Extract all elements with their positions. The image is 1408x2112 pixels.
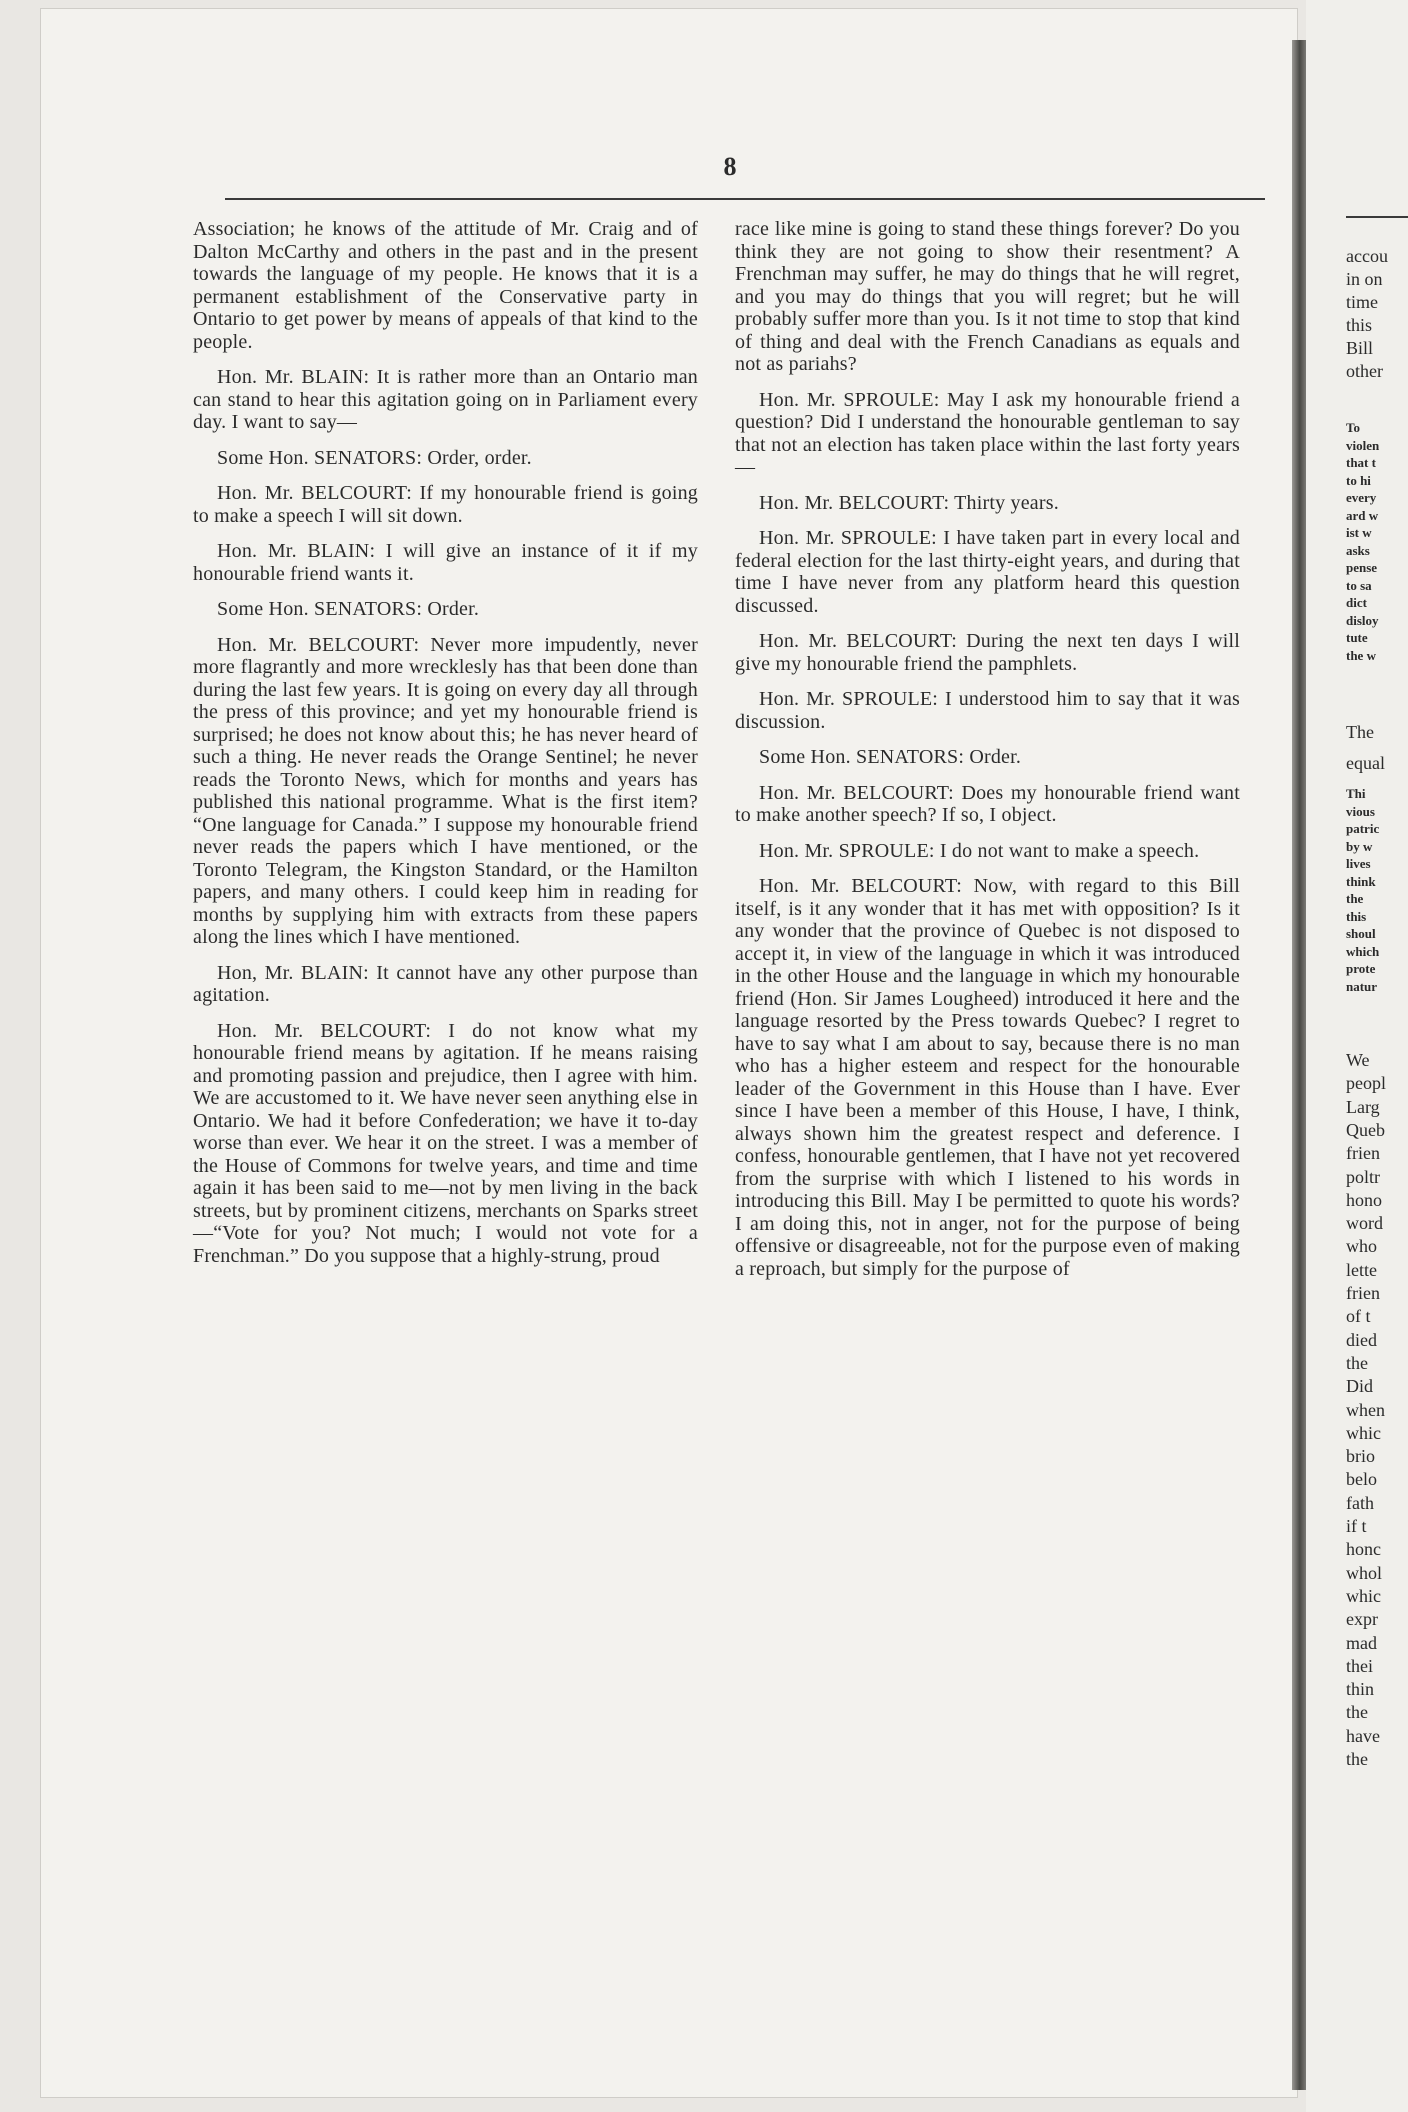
adjacent-text-fragment: to hi — [1346, 472, 1371, 488]
adjacent-text-fragment: when — [1346, 1399, 1385, 1420]
adjacent-text-fragment: by w — [1346, 838, 1373, 854]
paragraph: Some Hon. SENATORS: Order. — [217, 598, 480, 620]
adjacent-text-fragment: that t — [1346, 455, 1376, 470]
adjacent-text-fragment: of t — [1346, 1306, 1371, 1327]
adjacent-text-fragment: accou — [1346, 246, 1388, 266]
adjacent-text-fragment: hono — [1346, 1189, 1382, 1210]
adjacent-text-fragment: violen — [1346, 437, 1380, 453]
paragraph: Hon. Mr. BELCOURT: Now, with regard to this Bill itself, is it any wonder that it has met with opposition? Is it any wonder that the province of Quebec is not disposed to accept it, in view of the language in which it was introduced in the other House and the language in which my honourable friend (Hon. Sir James Lougheed) introduced it here and the language resorted by the Press towards Quebec? I regret to have to say what I am about to say, because there is no man who has a higher esteem and respect for the honourable leader of the Government in this House than I have. Ever since I have been a member of this House, I have, I think, always shown him the greatest respect and deference. I confess, honourable gentlemen, that I have not yet recovered from the surprise with which I listened to his words in introducing this Bill. May I be permitted to quote his words? I am doing this, not in anger, not for the purpose of being offensive or disagreeable, not for the purpose even of making a reproach, but simply for the purpose of — [735, 875, 1240, 1280]
adjacent-text-fragment: thei — [1346, 1655, 1373, 1676]
adjacent-text-fragment: tute — [1346, 630, 1368, 645]
adjacent-text-fragment: prote — [1346, 961, 1376, 976]
paragraph: Hon. Mr. BELCOURT: Never more impudently, never more flagrantly and more wrecklesly has that been done than during the last few years. It is going on every day all through the press of this province; and yet my honourable friend is surprised; he does not know about this; he has never heard of such a thing. He never reads the Orange Sentinel; he never reads the Toronto News, which for months and years has published this national programme. What is the first item? “One language for Canada.” I suppose my honourable friend never reads the papers which I have mentioned, or the Toronto Telegram, the Kingston Standard, or the Hamilton papers, and many others. I could keep him in reading for months by supplying him with extracts from these papers along the lines which I have mentioned. — [193, 633, 698, 948]
adjacent-text-fragment: whol — [1346, 1562, 1382, 1583]
adjacent-text-fragment: ard w — [1346, 507, 1379, 523]
left-column — [193, 218, 698, 1280]
paragraph: Some Hon. SENATORS: Order, order. — [217, 446, 532, 469]
paragraph: Hon. Mr. SPROULE: I do not want to make a speech. — [759, 839, 1200, 862]
adjacent-text-fragment: Thi — [1346, 786, 1366, 801]
paragraph: Hon. Mr. BLAIN: It is rather more than an Ontario man can stand to hear this agitation going on in Parliament every day. I want to say— — [193, 366, 698, 433]
adjacent-text-fragment: every — [1346, 490, 1377, 505]
adjacent-text-fragment: if t — [1346, 1516, 1367, 1536]
adjacent-text-fragment: We — [1346, 1050, 1370, 1070]
adjacent-text-fragment: Larg — [1346, 1096, 1380, 1117]
adjacent-text-fragment: whic — [1346, 1422, 1381, 1443]
adjacent-text-fragment: who — [1346, 1236, 1377, 1257]
paragraph: Hon. Mr. BELCOURT: During the next ten days I will give my honourable friend the pamphlets. — [735, 630, 1240, 675]
adjacent-text-fragment: other — [1346, 361, 1383, 381]
adjacent-text-fragment: have — [1346, 1725, 1380, 1746]
adjacent-text-fragment: this — [1346, 908, 1367, 924]
paragraph: race like mine is going to stand these things forever? Do you think they are not going to show their resentment? A Frenchman may suffer, he may do things that he will regret, and you may do things that you will regret; but he will probably suffer more than you. Is it not time to stop that kind of thing and deal with the French Canadians as equals and not as pariahs? — [735, 218, 1240, 375]
adjacent-text-fragment: fath — [1346, 1492, 1374, 1513]
book-gutter — [1292, 40, 1306, 2090]
page-number: 8 — [723, 152, 737, 181]
adjacent-text-fragment: the — [1346, 1352, 1368, 1373]
adjacent-text-fragment: whic — [1346, 1585, 1381, 1606]
adjacent-text-fragment: the w — [1346, 647, 1376, 663]
header-rule — [225, 198, 1265, 200]
adjacent-text-fragment: expr — [1346, 1609, 1378, 1630]
adjacent-text-fragment: died — [1346, 1329, 1377, 1350]
paragraph: Hon. Mr. BLAIN: I will give an instance of it if my honourable friend wants it. — [193, 540, 698, 585]
adjacent-text-fragment: disloy — [1346, 612, 1379, 628]
adjacent-text-fragment: poltr — [1346, 1166, 1380, 1187]
adjacent-text-fragment: natur — [1346, 978, 1378, 994]
adjacent-text-fragment: belo — [1346, 1469, 1377, 1490]
paragraph: Hon. Mr. BELCOURT: Thirty years. — [759, 491, 1059, 514]
adjacent-text-fragment: shoul — [1346, 926, 1376, 941]
paragraph: Hon. Mr. SPROULE: I have taken part in every local and federal election for the last thirty-eight years, and during that time I have never from any platform heard this question discussed. — [735, 527, 1240, 617]
adjacent-text-fragment: mad — [1346, 1632, 1377, 1653]
adjacent-text-fragment: lette — [1346, 1259, 1377, 1280]
adjacent-header-rule — [1346, 216, 1408, 218]
paragraph: Hon, Mr. BLAIN: It cannot have any other purpose than agitation. — [193, 961, 698, 1006]
paragraph: Hon. Mr. BELCOURT: Does my honourable friend want to make another speech? If so, I object. — [735, 781, 1240, 826]
right-column — [735, 218, 1240, 1293]
paragraph: Association; he knows of the attitude of Mr. Craig and of Dalton McCarthy and others in the past and in the present towards the language of my people. He knows that it is a permanent establishment of the Conservative party in Ontario to get power by means of appeals of that kind to the people. — [193, 218, 698, 353]
adjacent-text-fragment: patric — [1346, 821, 1380, 836]
adjacent-text-fragment: brio — [1346, 1446, 1375, 1467]
adjacent-text-fragment: Bill — [1346, 338, 1374, 358]
adjacent-text-fragment: asks — [1346, 542, 1370, 558]
adjacent-text-fragment: which — [1346, 943, 1380, 959]
adjacent-text-fragment: frien — [1346, 1283, 1380, 1303]
adjacent-text-fragment: frien — [1346, 1143, 1380, 1164]
paragraph: Hon. Mr. BELCOURT: If my honourable friend is going to make a speech I will sit down. — [193, 482, 698, 527]
adjacent-text-fragment: thin — [1346, 1679, 1375, 1700]
adjacent-text-fragment: think — [1346, 873, 1376, 889]
adjacent-text-fragment: peopl — [1346, 1073, 1386, 1094]
adjacent-text-fragment: vious — [1346, 803, 1375, 819]
adjacent-text-fragment: the — [1346, 1702, 1368, 1723]
adjacent-text-fragment: honc — [1346, 1539, 1381, 1560]
paragraph: Hon. Mr. SPROULE: May I ask my honourable friend a question? Did I understand the honourable gentleman to say that not an election has taken place within the last forty years— — [735, 388, 1240, 478]
adjacent-text-fragment: the — [1346, 1749, 1368, 1769]
adjacent-text-fragment: to sa — [1346, 577, 1372, 593]
adjacent-text-fragment: equal — [1346, 753, 1385, 773]
adjacent-text-fragment: dict — [1346, 595, 1367, 610]
paragraph: Hon. Mr. BELCOURT: I do not know what my honourable friend means by agitation. If he means raising and promoting passion and prejudice, then I agree with him. We are accustomed to it. We have never seen anything else in Ontario. We had it before Confederation; we have it to-day worse than ever. We hear it on the street. I was a member of the House of Commons for twelve years, and time and time again it has been said to me—not by men living in the back streets, but by prominent citizens, merchants on Sparks street—“Vote for you? Not much; I would not vote for a Frenchman.” Do you suppose that a highly-strung, proud — [193, 1019, 698, 1267]
adjacent-text-fragment: ist w — [1346, 525, 1372, 540]
adjacent-text-fragment: pense — [1346, 560, 1378, 575]
adjacent-text-fragment: this — [1346, 315, 1373, 335]
paragraph: Some Hon. SENATORS: Order. — [759, 746, 1022, 768]
adjacent-text-fragment: in on — [1346, 269, 1383, 289]
adjacent-text-fragment: Did — [1346, 1376, 1373, 1397]
adjacent-text-fragment: The — [1346, 722, 1374, 742]
paragraph: Hon. Mr. SPROULE: I understood him to say that it was discussion. — [735, 688, 1240, 733]
adjacent-page-edge — [1306, 0, 1408, 2112]
adjacent-text-fragment: the — [1346, 891, 1364, 906]
adjacent-text-fragment: To — [1346, 420, 1360, 435]
adjacent-text-fragment: time — [1346, 292, 1378, 312]
adjacent-text-fragment: Queb — [1346, 1119, 1385, 1140]
adjacent-text-fragment: lives — [1346, 856, 1371, 871]
adjacent-text-fragment: word — [1346, 1213, 1383, 1234]
